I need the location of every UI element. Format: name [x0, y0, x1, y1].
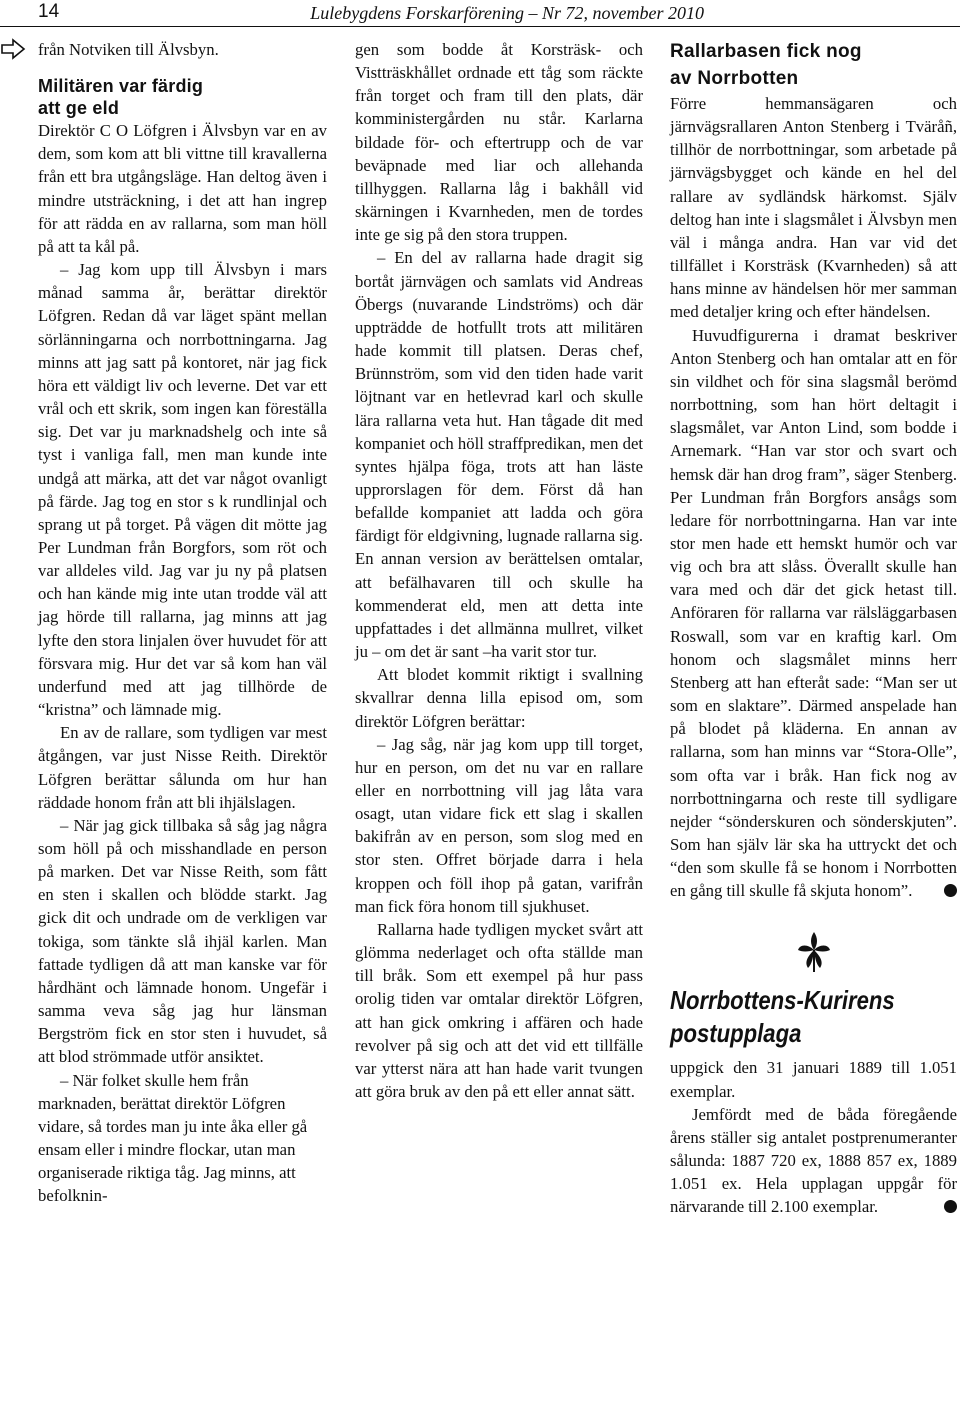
section-heading — [38, 75, 327, 119]
paragraph: Direktör C O Löfgren i Älvsbyn var en av dem, som kom att bli vittne till kravallerna från ett bra utgångsläge. Han deltog även i mindre utsträckning, i det att han ingrep för att rädda en av rallarna, som man höll på att ta kål på. — [38, 121, 327, 256]
column-2 — [355, 38, 643, 1103]
paragraph: Att blodet kommit riktigt i svallning skvallrar denna lilla episod om, som direktör Löfgren berättar: — [355, 665, 643, 731]
end-mark-icon — [944, 1200, 957, 1213]
paragraph — [670, 324, 957, 903]
fleuron-ornament-icon — [794, 930, 834, 974]
paragraph: – När jag gick tillbaka så såg jag några som höll på och misshandlade en person på marken. Det var Nisse Reith, som fått en sten i skallen och blödde starkt. Jag gick dit och undrade om de verkligen var tokiga, som tänkte slå ihjäl karlen. Man fattade tydligen då att man kanske var för hårdhänt och lämnade honom. Ungefär i samma veva såg jag hur länsman Bergström fick en stor sten i huvudet, så att blod strömmade utför ansiktet. — [38, 815, 327, 1067]
paragraph: – Jag såg, när jag kom upp till torget, hur en person, om det nu var en rallare eller en norrbottning vill jag låta vara osagt, utan vidare fick ett slag i skallen bakifrån av en person, som slog med en stor sten. Offret började darra i hela kroppen och föll ihop på gatan, varifrån man fick föra honom till sjukhuset. — [355, 734, 643, 916]
paragraph: – Jag kom upp till Älvsbyn i mars månad samma år, berättar direktör Löfgren. Redan då var läget spänt mellan sörlänningarna och norrbottningarna. Jag minns att jag satt på kontoret, när jag fick höra ett väldigt liv och leverne. Det var ett vrål och ett skrik, som ingen kan föreställa sig. Det var ju marknadshelg och inte så tyst i vanliga fall, men man kunde inte undgå att märka, att det var något ovanligt på färde. Jag tog en stor s k rundlinjal och sprang ut på torget. På vägen dit mötte jag Per Lundman från Borgfors, som röt och var alldeles vild. Jag var ju ny på platsen och han kände mig inte utan trodde väl att jag hörde till rallarna, jag minns att jag lyfte den stora linjalen över huvudet för att försvara mig. Hur det var så kom han väl underfund med att jag tillhörde de “kristna” och lämnade mig. — [38, 260, 327, 720]
page-header — [0, 0, 960, 27]
running-title: Lulebygdens Forskarförening – Nr 72, november 2010 — [310, 3, 704, 23]
heading-line-1: Rallarbasen fick nog — [670, 41, 862, 62]
paragraph: Rallarna hade tydligen mycket svårt att glömma nederlaget och ofta ställde man till bråk. Som ett exempel på hur pass orolig tiden var omtalar direktör Löfgren, att han gick omkring i affären och hade revolver på sig och att det vid ett tillfälle var ytterst nära att han hade varit tvungen att göra bruk av den på ett eller annat sätt. — [355, 919, 643, 1102]
paragraph: – En del av rallarna hade dragit sig bortåt järnvägen och samlats vid Andreas Öbergs (nuvarande Lindströms) och där uppträdde de hotfullt trots att militären hade kommit till platsen. Deras chef, Brünnström, som vid den tiden hade varit löjtnant var en hetlevrad karl och skulle lära rallarna veta hut. Han tågade dit med kompaniet och höll straffpredikan, men det syntes hjälpa föga, trots att han läste upprorslagen för dem. Först då han befallde kompaniet att ladda och göra färdigt för eldgivning, lugnade rallarna sig. En annan version av berättelsen omtalar, att befälhavaren till och skulle ha kommenderat eld, men att detta inte uppfattades i det allmänna mullret, vilket ju – om det är sant –ha varit stor tur. — [355, 248, 643, 662]
heading-line-1: Norrbottens-Kurirens — [670, 985, 895, 1016]
column-1 — [38, 38, 327, 1208]
paragraph: – När folket skulle hem från marknaden, berättat direktör Löfgren vidare, så tordes man ju inte åka eller gå ensam eller i mindre flockar, utan man organiserade riktiga tåg. Jag minns, att befolknin- — [38, 1070, 308, 1206]
continuation-arrow-icon — [0, 38, 26, 60]
paragraph: gen som bodde åt Korsträsk- och Vistträskhållet ordnade ett tåg som räckte från torget och fram till den plats, där komministergården nu står. Karlarna bildade för- och eftertrupp och de var beväpnade med liar och allehanda tillhyggen. Rallarna låg i bakhåll vid skärningen i Kvarnheden, men de tordes inte ge sig på den stora truppen. — [355, 40, 643, 245]
paragraph: En av de rallare, som tydligen var mest åtgången, var just Nisse Reith. Direktör Löfgren berättar sålunda om hur han räddade honom från att bli ihjälslagen. — [38, 723, 327, 812]
continued-line: från Notviken till Älvsbyn. — [38, 40, 219, 59]
box-heading — [670, 984, 959, 1050]
paragraph-text: Jemfördt med de båda föregående årens ställer sig antalet postprenumeranter sålunda: 1887 720 ex, 1888 857 ex, 1889 1.051 ex. Hela upplagan uppgår för närvarande till 2.100 exemplar. — [670, 1104, 957, 1217]
paragraph — [670, 1103, 957, 1219]
end-mark-icon — [944, 884, 957, 897]
paragraph: uppgick den 31 januari 1889 till 1.051 exemplar. — [670, 1058, 957, 1101]
heading-line-1: Militären var färdig — [38, 76, 204, 97]
paragraph: Förre hemmansägaren och järnvägsrallaren Anton Stenberg i Tväråñ, tillhör de norrbottningar, som arbetade på järnvägsbygget och kände en hel del rallare av sydländsk härkomst. Själv deltog han inte i slagsmålet i Älvsbyn men väl i många andra. Han var vid det tillfället i Korsträsk (Kvarnheden) så att hans minne av händelsen hör mer samman med detaljer kring och efter händelsen. — [670, 94, 957, 322]
heading-line-2: att ge eld — [38, 98, 120, 119]
paragraph-text: Huvudfigurerna i dramat beskriver Anton Stenberg och han omtalar att en för sin vildhet och för sina slagsmål berömd norrbottning, som han hört deltagit i slagsmålet, var Anton Lind, som bodde i Arnemark. “Han var stor och svart och hemsk där han drog fram”, säger Stenberg. Per Lundman från Borgfors ansågs som ledare för norrbottningarna. Han var inte stor men hade ett hemskt humör och var vig och bra att slåss. Överallt skulle han vara med och där det gick hetast till. Anföraren för rallarna var rälsläggarbasen Roswall, som var en kraftig karl. Om honom och slagsmålet minns herr Stenberg att han efteråt sade: “Man ser ut som en slaktare”. Därmed anspelade han på blodet på kläderna. En annan av rallarna, som han minns var “Stora-Olle”, som ofta var i bråk. Han fick nog av norrbottningarna och reste till sydligare nejder “sönderskuren och sönderskjuten”. Som han själv lär ska ha uttryckt det och “den som skulle få se honom i Norrbotten en gång till skulle få skjuta honom”. — [670, 325, 957, 901]
heading-line-2: postupplaga — [670, 1018, 802, 1049]
page-number: 14 — [38, 1, 60, 22]
sidebar-heading — [670, 38, 957, 92]
heading-line-2: av Norrbotten — [670, 68, 799, 89]
column-3 — [670, 38, 957, 1219]
